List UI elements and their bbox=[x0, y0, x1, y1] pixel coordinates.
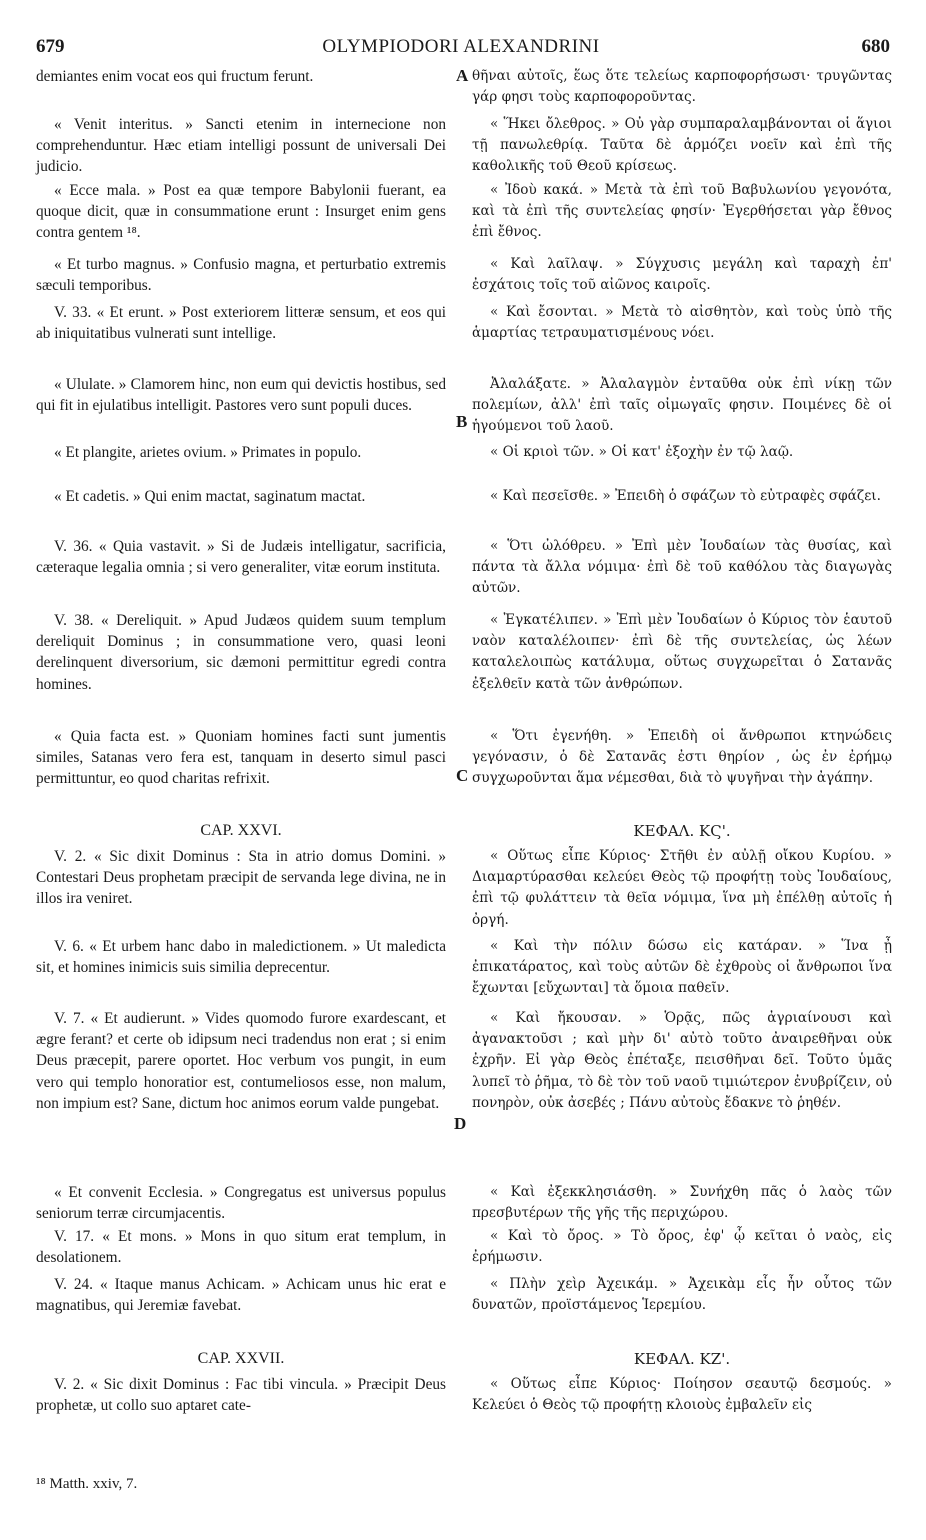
margin-letter-a: A bbox=[456, 66, 469, 85]
latin-paragraph: demiantes enim vocat eos qui fructum ferunt. bbox=[36, 68, 314, 85]
latin-paragraph: V. 38. « Dereliquit. » Apud Judæos quidem suum templum dereliquit Dominus ; in consummatione vero, quasi leoni derelinquent diversorium, sic dæmoni permittitur egredi contra homines. bbox=[36, 612, 446, 693]
latin-paragraph: « Ululate. » Clamorem hinc, non eum qui devictis hostibus, sed qui fit in ejulatibus intelligit. Pastores vero sunt populi duces. bbox=[36, 376, 446, 415]
footnote: ¹⁸ Matth. xxiv, 7. bbox=[36, 1476, 138, 1492]
greek-paragraph: θῆναι αὐτοῖς, ἕως ὅτε τελείως καρποφορήσωσι· τρυγῶντας γάρ φησι τοὺς καρποφοροῦντας. bbox=[472, 68, 892, 106]
greek-paragraph: « Καὶ τὴν πόλιν δώσω εἰς κατάραν. » Ἵνα ᾖ ἐπικατάρατος, καὶ τοὺς αὐτῶν δὲ ἐχθροὺς οἱ ἄνθρωποι ἵνα ἔχωνται [εὔχωνται] τὰ ὅμοια παθεῖν. bbox=[472, 938, 892, 997]
greek-paragraph: « Ἰδοὺ κακά. » Μετὰ τὰ ἐπὶ τοῦ Βαβυλωνίου γεγονότα, καὶ τὰ ἐπὶ τῆς συντελείας φησίν· Ἐγερθήσεται γὰρ ἔθνος ἐπὶ ἔθνος. bbox=[472, 182, 892, 241]
greek-paragraph: « Οὕτως εἶπε Κύριος· Στῆθι ἐν αὐλῇ οἴκου Κυρίου. » Διαμαρτύρασθαι κελεύει Θεὸς τῷ προφήτῃ τοὺς Ἰουδαίους, ἐπὶ τῷ φυλάττειν τὰ θεῖα νόμιμα, ἵνα μὴ ἐπέλθῃ αὐτοῖς ἡ ὀργή. bbox=[472, 848, 892, 928]
greek-paragraph: « Οὕτως εἶπε Κύριος· Ποίησον σεαυτῷ δεσμούς. » Κελεύει ὁ Θεὸς τῷ προφήτῃ κλοιοὺς ἐμβαλεῖν εἰς bbox=[472, 1376, 892, 1414]
greek-paragraph: « Πλὴν χεὶρ Ἀχεικάμ. » Ἀχεικὰμ εἷς ἦν οὗτος τῶν δυνατῶν, προϊστάμενος Ἱερεμίου. bbox=[472, 1276, 892, 1314]
latin-paragraph: « Quia facta est. » Quoniam homines facti sunt jumentis similes, Satanas vero fera est, tanquam in deserto simul pasci permittuntur, eo quod charitas refrixit. bbox=[36, 728, 446, 788]
running-title: OLYMPIODORI ALEXANDRINI bbox=[322, 36, 600, 57]
chapter-heading: CAP. XXVII. bbox=[197, 1350, 285, 1367]
latin-paragraph: V. 6. « Et urbem hanc dabo in maledictionem. » Ut maledicta sit, et homines inimicis suis similia deprecentur. bbox=[36, 938, 446, 977]
latin-paragraph: V. 17. « Et mons. » Mons in quo situm erat templum, in desolationem. bbox=[36, 1228, 446, 1267]
latin-paragraph: V. 33. « Et erunt. » Post exteriorem litteræ sensum, et eos qui ab iniquitatibus vulnerati sunt intellige. bbox=[36, 304, 446, 343]
margin-letter-c: C bbox=[456, 766, 469, 785]
latin-paragraph: « Ecce mala. » Post ea quæ tempore Babylonii fuerant, ea quoque dicit, quæ in consummatione erunt : Insurget enim gens contra gentem ¹⁸. bbox=[36, 182, 446, 242]
greek-paragraph: « Ὅτι ἐγενήθη. » Ἐπειδὴ οἱ ἄνθρωποι κτηνώδεις γεγόνασιν, ὁ δὲ Σατανᾶς ἐστι θηρίον , ὡς ἐν ἐρήμῳ συγχωροῦνται ἅμα νέμεσθαι, διὰ τὸ ψυγῆναι τὴν ἀγάπην. bbox=[472, 728, 892, 787]
margin-letter-b: B bbox=[456, 412, 468, 431]
greek-paragraph: « Καὶ ἔσονται. » Μετὰ τὸ αἰσθητὸν, καὶ τοὺς ὑπὸ τῆς ἁμαρτίας τετραυματισμένους νόει. bbox=[472, 304, 892, 342]
running-header bbox=[32, 32, 890, 64]
page-number-left: 679 bbox=[36, 36, 65, 57]
latin-paragraph: « Et turbo magnus. » Confusio magna, et perturbatio extremis sæculi temporibus. bbox=[36, 256, 446, 295]
greek-paragraph: « Καὶ πεσεῖσθε. » Ἐπειδὴ ὁ σφάζων τὸ εὐτραφὲς σφάζει. bbox=[490, 488, 881, 504]
greek-paragraph: « Καὶ λαῖλαψ. » Σύγχυσις μεγάλη καὶ ταραχὴ ἐπ' ἐσχάτοις τοῖς τοῦ αἰῶνος καιροῖς. bbox=[472, 256, 892, 294]
greek-paragraph: « Ἐγκατέλιπεν. » Ἐπὶ μὲν Ἰουδαίων ὁ Κύριος τὸν ἑαυτοῦ ναὸν καταλέλοιπεν· ἐπὶ δὲ τῆς συντελείας, ὡς λέων καταλελοιπὼς κατάλυμα, οὕτως συγχωρεῖται ὁ Σατανᾶς ἐξελθεῖν κατὰ τῶν ἀνθρώπων. bbox=[472, 612, 892, 692]
latin-paragraph: V. 2. « Sic dixit Dominus : Fac tibi vincula. » Præcipit Deus prophetæ, ut collo suo aptaret cate- bbox=[36, 1376, 446, 1415]
latin-paragraph: « Venit interitus. » Sancti etenim in internecione non comprehenduntur. Hæc etiam intelligi possunt de universali Dei judicio. bbox=[36, 116, 446, 176]
latin-paragraph: V. 7. « Et audierunt. » Vides quomodo furore exardescant, et ægre ferant? et certe ob idipsum neci tradendus non erat ; si enim Deus præcepit, parere oportet. Hoc verbum vos pungit, in eum vero qui templo honoratior est, contumeliosos esse, non malum, non impium est? Sane, dictum hoc animos eorum valde pungebat. bbox=[36, 1010, 446, 1112]
greek-paragraph: « Οἱ κριοὶ τῶν. » Οἱ κατ' ἐξοχὴν ἐν τῷ λαῷ. bbox=[490, 444, 794, 460]
latin-paragraph: V. 2. « Sic dixit Dominus : Sta in atrio domus Domini. » Contestari Deus prophetam præcipit de servanda lege divina, ne in illos ira veniret. bbox=[36, 848, 446, 908]
page-number-right: 680 bbox=[861, 36, 890, 57]
margin-letter-d: D bbox=[454, 1114, 467, 1133]
latin-paragraph: « Et plangite, arietes ovium. » Primates in populo. bbox=[54, 444, 362, 461]
greek-paragraph: « Καὶ ἐξεκκλησιάσθη. » Συνήχθη πᾶς ὁ λαὸς τῶν πρεσβυτέρων τῆς γῆς τῆς περιχώρου. bbox=[472, 1184, 892, 1222]
latin-paragraph: V. 36. « Quia vastavit. » Si de Judæis intelligatur, sacrificia, cæteraque legalia omnia ; si vero generaliter, vitæ eorum instituta. bbox=[36, 538, 446, 577]
latin-paragraph: « Et convenit Ecclesia. » Congregatus est universus populus seniorum terræ circumjacentis. bbox=[36, 1184, 446, 1223]
greek-paragraph: « Καὶ ἤκουσαν. » Ὁρᾷς, πῶς ἀγριαίνουσι καὶ ἀγανακτοῦσι ; καὶ μὴν δι' αὐτὸ τοῦτο ἀναιρεθῆναι οὐκ ἐχρῆν. Εἰ γὰρ Θεὸς ἐπέταξε, πεισθῆναι δεῖ. Τοῦτο ὑμᾶς λυπεῖ τὸ ῥῆμα, τὸ δὲ τὸν τοῦ ναοῦ τιμιώτερον ἐνυβρίζειν, οὐ πονηρὸν, οὐκ ἀσεβές ; Πάνυ αὐτοὺς ἔδακνε τὸ ῥηθέν. bbox=[472, 1010, 892, 1111]
chapter-heading: ΚΕΦΑΛ. ΚϚ'. bbox=[633, 822, 731, 840]
latin-paragraph: V. 24. « Itaque manus Achicam. » Achicam unus hic erat e magnatibus, qui Jeremiæ favebat. bbox=[36, 1276, 446, 1315]
greek-paragraph: « Ὅτι ὠλόθρευ. » Ἐπὶ μὲν Ἰουδαίων τὰς θυσίας, καὶ πάντα τὰ ἄλλα νόμιμα· ἐπὶ δὲ τοῦ καθόλου τὰς διαγωγὰς αὐτῶν. bbox=[472, 538, 892, 597]
greek-paragraph: Ἀλαλάξατε. » Ἀλαλαγμὸν ἐνταῦθα οὐκ ἐπὶ νίκῃ τῶν πολεμίων, ἀλλ' ἐπὶ ταῖς οἰμωγαῖς φησιν. Ποιμένες δὲ οἱ ἡγούμενοι τοῦ λαοῦ. bbox=[472, 376, 892, 435]
chapter-heading: CAP. XXVI. bbox=[200, 822, 282, 839]
greek-paragraph: « Ἥκει ὄλεθρος. » Οὐ γὰρ συμπαραλαμβάνονται οἱ ἅγιοι τῇ πανωλεθρίᾳ. Ταῦτα δὲ ἁρμόζει νοεῖν καὶ ἐπὶ τῆς καθολικῆς τοῦ Θεοῦ κρίσεως. bbox=[472, 116, 892, 175]
greek-paragraph: « Καὶ τὸ ὄρος. » Τὸ ὄρος, ἐφ' ᾧ κεῖται ὁ ναὸς, εἰς ἐρήμωσιν. bbox=[472, 1228, 892, 1266]
chapter-heading: ΚΕΦΑΛ. ΚΖ'. bbox=[633, 1350, 731, 1368]
latin-paragraph: « Et cadetis. » Qui enim mactat, saginatum mactat. bbox=[54, 488, 366, 505]
